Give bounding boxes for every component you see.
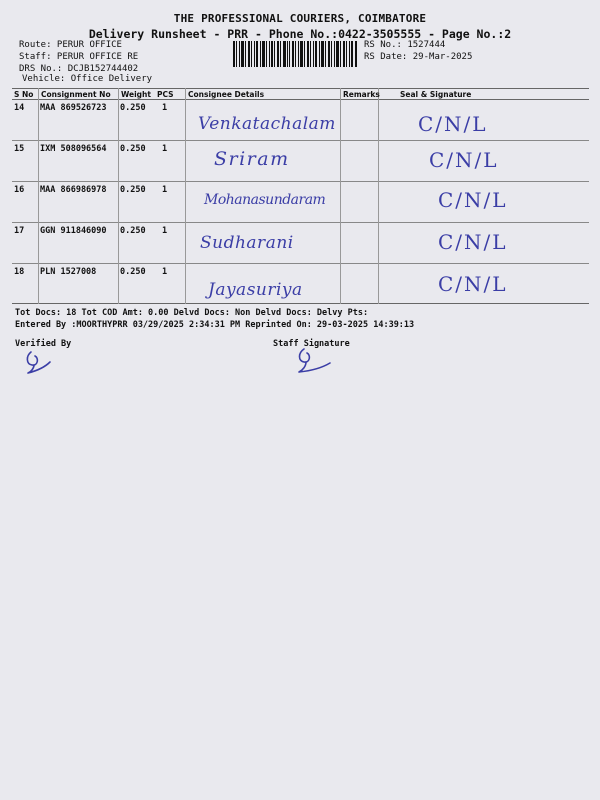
handwritten-consignee: Venkatachalam xyxy=(198,114,336,134)
handwritten-seal: C/N/L xyxy=(438,272,508,296)
table-rule xyxy=(12,222,589,223)
cell-pcs: 1 xyxy=(162,103,168,113)
delivery-table xyxy=(12,88,589,304)
col-header-consignee: Consignee Details xyxy=(188,90,265,99)
cell-sno: 17 xyxy=(14,226,25,236)
cell-sno: 14 xyxy=(14,103,25,113)
totals-line: Tot Docs: 18 Tot COD Amt: 0.00 Delvd Docs: Non Delvd Docs: Delvy Pts: xyxy=(15,308,369,318)
cell-weight: 0.250 xyxy=(120,103,146,113)
col-header-sno: S No xyxy=(14,90,34,99)
col-header-consignment: Consignment No xyxy=(41,90,111,99)
handwritten-consignee: Mohanasundaram xyxy=(204,192,326,208)
barcode-image xyxy=(233,41,357,67)
table-rule xyxy=(12,88,589,89)
table-col-divider xyxy=(340,88,341,304)
cell-consignment: IXM 508096564 xyxy=(40,144,107,154)
staff-signature-label: Staff Signature xyxy=(273,339,350,349)
handwritten-consignee: Sudharani xyxy=(200,233,294,253)
cell-weight: 0.250 xyxy=(120,185,146,195)
handwritten-seal: C/N/L xyxy=(429,148,499,172)
handwritten-seal: C/N/L xyxy=(438,230,508,254)
company-title: THE PROFESSIONAL COURIERS, COIMBATORE xyxy=(173,12,427,25)
cell-weight: 0.250 xyxy=(120,226,146,236)
table-rule xyxy=(12,140,589,141)
cell-weight: 0.250 xyxy=(120,267,146,277)
staff-label: Staff: PERUR OFFICE RE xyxy=(19,52,139,62)
col-header-remarks: Remarks xyxy=(343,90,380,99)
table-rule xyxy=(12,303,589,304)
cell-sno: 15 xyxy=(14,144,25,154)
handwritten-consignee: Sriram xyxy=(214,148,290,170)
cell-consignment: PLN 1527008 xyxy=(40,267,97,277)
entered-by-line: Entered By :MOORTHYPRR 03/29/2025 2:34:31 PM Reprinted On: 29-03-2025 14:39:13 xyxy=(15,320,415,330)
vehicle-label: Vehicle: Office Delivery xyxy=(22,74,153,84)
handwritten-consignee: Jayasuriya xyxy=(208,280,303,300)
table-col-divider xyxy=(118,88,119,304)
handwritten-seal: C/N/L xyxy=(418,112,488,136)
route-label: Route: PERUR OFFICE xyxy=(19,40,122,50)
col-header-weight: Weight xyxy=(121,90,151,99)
col-header-seal: Seal & Signature xyxy=(400,90,472,99)
verified-by-label: Verified By xyxy=(15,339,72,349)
rs-date: RS Date: 29-Mar-2025 xyxy=(364,52,473,62)
cell-weight: 0.250 xyxy=(120,144,146,154)
cell-consignment: GGN 911846090 xyxy=(40,226,107,236)
handwritten-seal: C/N/L xyxy=(438,188,508,212)
verifier-signature-icon xyxy=(22,348,54,376)
table-rule xyxy=(12,263,589,264)
cell-sno: 18 xyxy=(14,267,25,277)
table-rule xyxy=(12,181,589,182)
table-rule xyxy=(12,99,589,100)
table-col-divider xyxy=(38,88,39,304)
table-col-divider xyxy=(185,88,186,304)
cell-consignment: MAA 866986978 xyxy=(40,185,107,195)
cell-pcs: 1 xyxy=(162,144,168,154)
col-header-pcs: PCS xyxy=(157,90,174,99)
cell-pcs: 1 xyxy=(162,267,168,277)
cell-pcs: 1 xyxy=(162,226,168,236)
cell-consignment: MAA 869526723 xyxy=(40,103,107,113)
staff-signature-icon xyxy=(294,346,334,376)
cell-pcs: 1 xyxy=(162,185,168,195)
cell-sno: 16 xyxy=(14,185,25,195)
rs-number: RS No.: 1527444 xyxy=(364,40,446,50)
runsheet-subtitle: Delivery Runsheet - PRR - Phone No.:0422-3505555 - Page No.:2 xyxy=(88,27,512,41)
table-col-divider xyxy=(378,88,379,304)
drs-number: DRS No.: DCJB152744402 xyxy=(19,64,139,74)
